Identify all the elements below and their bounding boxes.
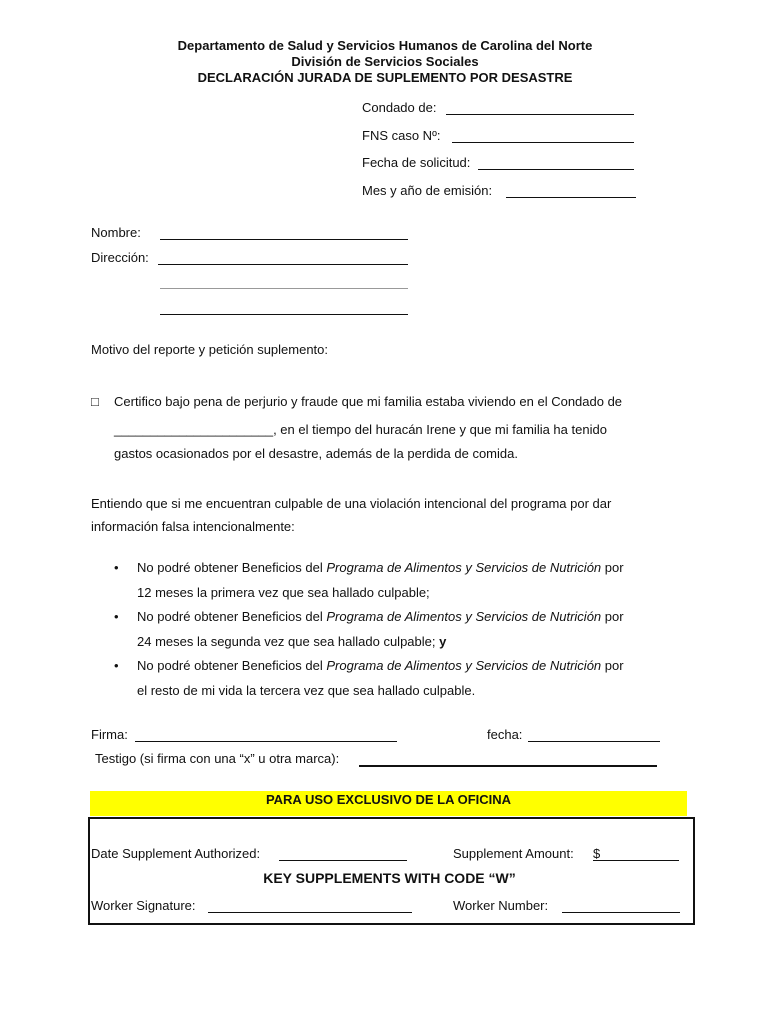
date-input-line[interactable] [528,726,660,742]
issue-month-year-label: Mes y año de emisión: [362,183,493,198]
name-input-line[interactable] [160,224,408,240]
certification-line-1: Certifico bajo pena de perjurio y fraude que mi familia estaba viviendo en el Condado de [114,394,623,409]
reason-label: Motivo del reporte y petición suplemento: [91,342,329,357]
worker-number-input-line[interactable] [562,897,680,913]
header-division: División de Servicios Sociales [291,54,479,69]
fns-case-field [362,128,440,144]
application-date-input-line[interactable] [478,154,634,170]
date-label: fecha: [487,727,523,742]
county-field [362,100,436,116]
application-date-field [362,155,470,171]
penalty-2-pre: No podré obtener Beneficios del [137,609,327,624]
penalty-3-line-2: el resto de mi vida la tercera vez que sea hallado culpable. [137,683,476,698]
date-authorized-input-line[interactable] [279,845,407,861]
issue-month-year-field [362,183,492,199]
penalty-3-post: por [601,658,624,673]
signature-input-line[interactable] [135,726,397,742]
dollar-sign: $ [593,846,601,861]
office-use-banner [90,791,687,816]
office-use-banner-text: PARA USO EXCLUSIVO DE LA OFICINA [265,792,512,807]
worker-signature-input-line[interactable] [208,897,412,913]
county-label: Condado de: [362,100,437,115]
penalty-3-program: Programa de Alimentos y Servicios de Nutrición [326,658,602,673]
penalty-2-line-2: 24 meses la segunda vez que sea hallado culpable; [137,634,440,649]
header-department: Departamento de Salud y Servicios Humanos de Carolina del Norte [177,38,593,53]
supplement-amount-input-line[interactable] [593,845,679,861]
worker-number-label: Worker Number: [453,898,549,913]
address-label: Dirección: [91,250,149,265]
penalty-1-pre: No podré obtener Beneficios del [137,560,327,575]
penalty-1-program: Programa de Alimentos y Servicios de Nutrición [326,560,602,575]
penalty-2-post: por [601,609,624,624]
certification-county-blank[interactable]: ______________________ [114,422,274,437]
page-title: DECLARACIÓN JURADA DE SUPLEMENTO POR DESASTRE [197,70,573,85]
certification-line-2 [114,422,607,438]
address-input-line-3[interactable] [160,300,408,315]
certify-checkbox[interactable]: □ [91,394,99,409]
supplement-amount-label: Supplement Amount: [453,846,574,861]
key-supplements-code: KEY SUPPLEMENTS WITH CODE “W” [263,870,516,886]
witness-input-line[interactable] [359,750,657,767]
name-label: Nombre: [91,225,141,240]
certification-line-2-text: , en el tiempo del huracán Irene y que mi familia ha tenido [273,422,607,437]
understanding-line-1: Entiendo que si me encuentran culpable de una violación intencional del programa por dar [91,496,612,511]
penalty-1-post: por [601,560,624,575]
address-input-line-1[interactable] [158,249,408,265]
penalty-3-pre: No podré obtener Beneficios del [137,658,327,673]
date-authorized-label: Date Supplement Authorized: [91,846,261,861]
worker-signature-label: Worker Signature: [91,898,196,913]
application-date-label: Fecha de solicitud: [362,155,471,170]
understanding-line-2: información falsa intencionalmente: [91,519,295,534]
signature-label: Firma: [91,727,128,742]
address-input-line-2[interactable] [160,274,408,289]
bullet-icon: • [114,609,119,624]
witness-label: Testigo (si firma con una “x” u otra marca): [95,751,340,766]
fns-case-input-line[interactable] [452,127,634,143]
penalty-2-line-2-bold: y [439,634,447,649]
bullet-icon: • [114,658,119,673]
fns-case-label: FNS caso Nº: [362,128,441,143]
issue-month-year-input-line[interactable] [506,182,636,198]
bullet-icon: • [114,560,119,575]
certification-line-3: gastos ocasionados por el desastre, además de la perdida de comida. [114,446,518,461]
penalty-1-line-2: 12 meses la primera vez que sea hallado culpable; [137,585,430,600]
county-input-line[interactable] [446,99,634,115]
penalty-2-program: Programa de Alimentos y Servicios de Nutrición [326,609,602,624]
